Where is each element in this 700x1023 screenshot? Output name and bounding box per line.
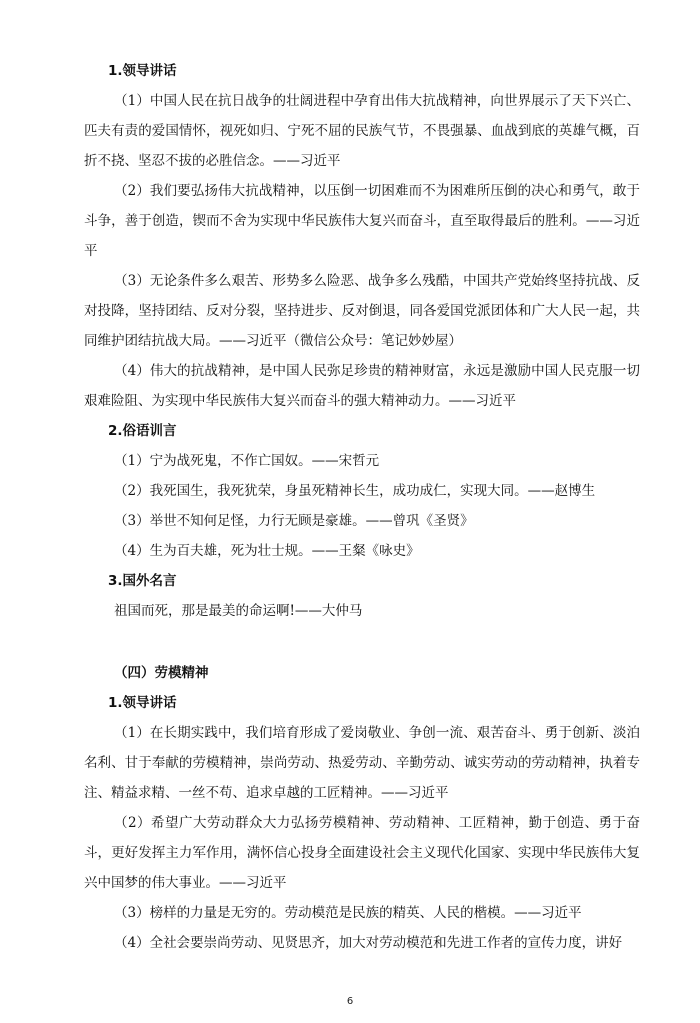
quote-paragraph: （2）我死国生，我死犹荣，身虽死精神长生，成功成仁，实现大同。——赵博生 [114,483,596,499]
quote-paragraph: （2）我们要弘扬伟大抗战精神，以压倒一切困难而不为困难所压倒的决心和勇气，敢于斗争，善于创造，锲而不舍为实现中华民族伟大复兴而奋斗，直至取得最后的胜利。——习近平 [84,183,640,259]
quote-paragraph: （1）中国人民在抗日战争的壮阔进程中孕育出伟大抗战精神，向世界展示了天下兴亡、匹夫有责的爱国情怀，视死如归、宁死不屈的民族气节，不畏强暴、血战到底的英雄气概，百折不挠、坚忍不拔的必胜信念。——习近平 [84,93,640,169]
quote-paragraph: （3）举世不知何足怪，力行无顾是豪雄。——曾巩《圣贤》 [114,513,474,529]
subsection-heading-leader-speech: 1.领导讲话 [108,695,177,711]
subsection-heading-leader-speech: 1.领导讲话 [108,63,177,79]
section-title-model-worker-spirit: （四）劳模精神 [114,665,209,681]
quote-paragraph: （2）希望广大劳动群众大力弘扬劳模精神、劳动精神、工匠精神，勤于创造、勇于奋斗，更好发挥主力军作用，满怀信心投身全面建设社会主义现代化国家、实现中华民族伟大复兴中国梦的伟大事业。——习近平 [84,815,640,891]
quote-paragraph: （4）伟大的抗战精神，是中国人民弥足珍贵的精神财富，永远是激励中国人民克服一切艰难险阻、为实现中华民族伟大复兴而奋斗的强大精神动力。——习近平 [84,363,640,409]
quote-paragraph: （4）全社会要崇尚劳动、见贤思齐，加大对劳动模范和先进工作者的宣传力度，讲好 [114,935,623,951]
quote-paragraph: （3）无论条件多么艰苦、形势多么险恶、战争多么残酷，中国共产党始终坚持抗战、反对投降，坚持团结、反对分裂，坚持进步、反对倒退，同各爱国党派团体和广大人民一起，共同维护团结抗战大局。——习近平（微信公众号：笔记妙妙屋） [84,273,640,349]
quote-paragraph: 祖国而死，那是最美的命运啊!——大仲马 [114,603,363,619]
page-content [84,56,640,958]
quote-paragraph: （4）生为百夫雄，死为壮士规。——王粲《咏史》 [114,543,420,559]
quote-paragraph: （3）榜样的力量是无穷的。劳动模范是民族的精英、人民的楷模。——习近平 [114,905,582,921]
subsection-heading-proverbs: 2.俗语训言 [108,423,177,439]
quote-paragraph: （1）在长期实践中，我们培育形成了爱岗敬业、争创一流、艰苦奋斗、勇于创新、淡泊名利、甘于奉献的劳模精神，崇尚劳动、热爱劳动、辛勤劳动、诚实劳动的劳动精神，执着专注、精益求精、一丝不苟、追求卓越的工匠精神。——习近平 [84,725,640,801]
quote-paragraph: （1）宁为战死鬼，不作亡国奴。——宋哲元 [114,453,380,469]
subsection-heading-foreign-quotes: 3.国外名言 [108,573,177,589]
page-number: 6 [346,996,354,1007]
